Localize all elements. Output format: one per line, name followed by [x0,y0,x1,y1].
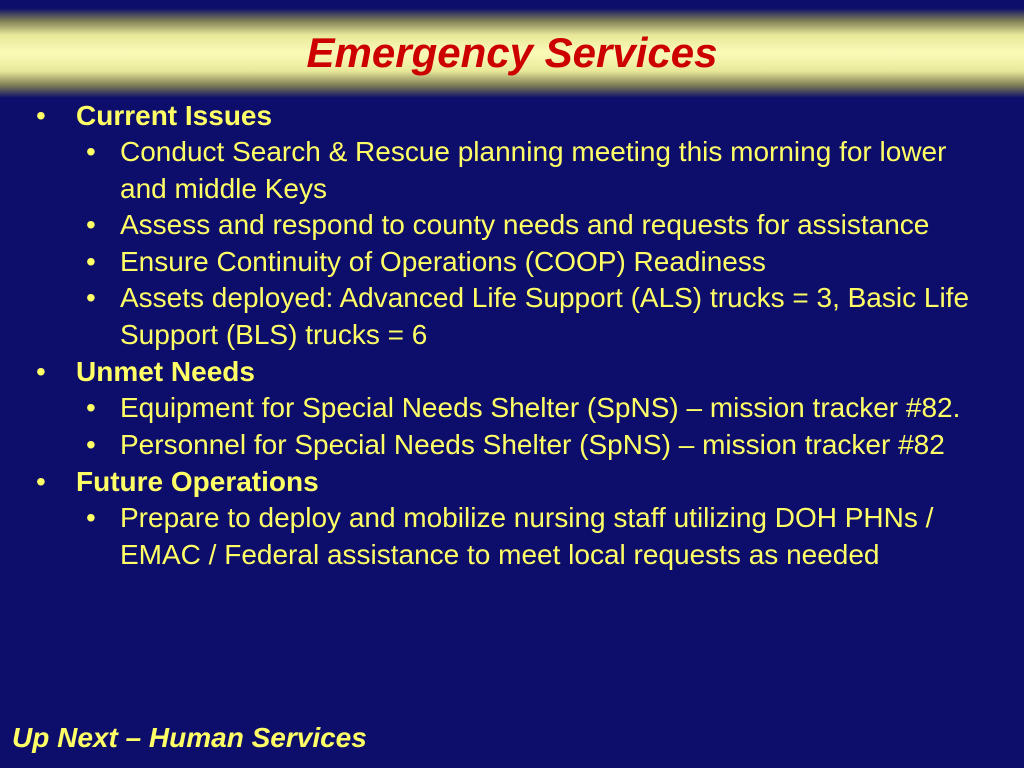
list-item-text: Assess and respond to county needs and requests for assistance [120,209,930,240]
section-future-operations [0,463,1024,573]
bullet-icon: • [86,136,96,167]
list-item [0,427,1024,464]
list-item [0,390,1024,427]
list-item-text: Assets deployed: Advanced Life Support (ALS) trucks = 3, Basic Life Support (BLS) trucks = 6 [120,282,970,350]
section-items [0,500,1024,573]
list-item [0,134,1024,207]
list-item-text: Conduct Search & Rescue planning meeting this morning for lower and middle Keys [120,136,947,204]
section-heading-text: Unmet Needs [76,356,255,387]
list-item-text: Ensure Continuity of Operations (COOP) Readiness [120,245,766,277]
list-item [0,244,1024,281]
section-unmet-needs [0,353,1024,463]
bullet-icon: • [86,282,96,313]
slide-title: Emergency Services [306,29,718,76]
bullet-icon: • [86,392,96,423]
section-items [0,390,1024,463]
bullet-icon: • [86,502,96,533]
bullet-icon: • [36,356,46,387]
list-item [0,207,1024,244]
bullet-icon: • [86,428,96,460]
footer-up-next: Up Next – Human Services [12,722,367,753]
bullet-icon: • [86,209,96,240]
list-item-text: Equipment for Special Needs Shelter (SpNS) – mission tracker #82. [120,392,961,423]
list-item-text: Personnel for Special Needs Shelter (SpNS) – mission tracker #82 [120,428,945,460]
section-heading [0,353,1024,390]
bullet-icon: • [36,100,46,131]
list-item [0,280,1024,353]
bullet-icon: • [36,466,46,497]
list-item-text: Prepare to deploy and mobilize nursing staff utilizing DOH PHNs / EMAC / Federal assistance to meet local requests as needed [120,502,934,570]
section-heading-text: Current Issues [76,100,273,131]
section-current-issues [0,97,1024,353]
section-heading-text: Future Operations [76,466,319,497]
list-item [0,500,1024,573]
slide-content [0,97,1024,573]
section-items [0,134,1024,353]
bullet-icon: • [86,245,96,277]
section-heading [0,97,1024,134]
section-heading [0,463,1024,500]
